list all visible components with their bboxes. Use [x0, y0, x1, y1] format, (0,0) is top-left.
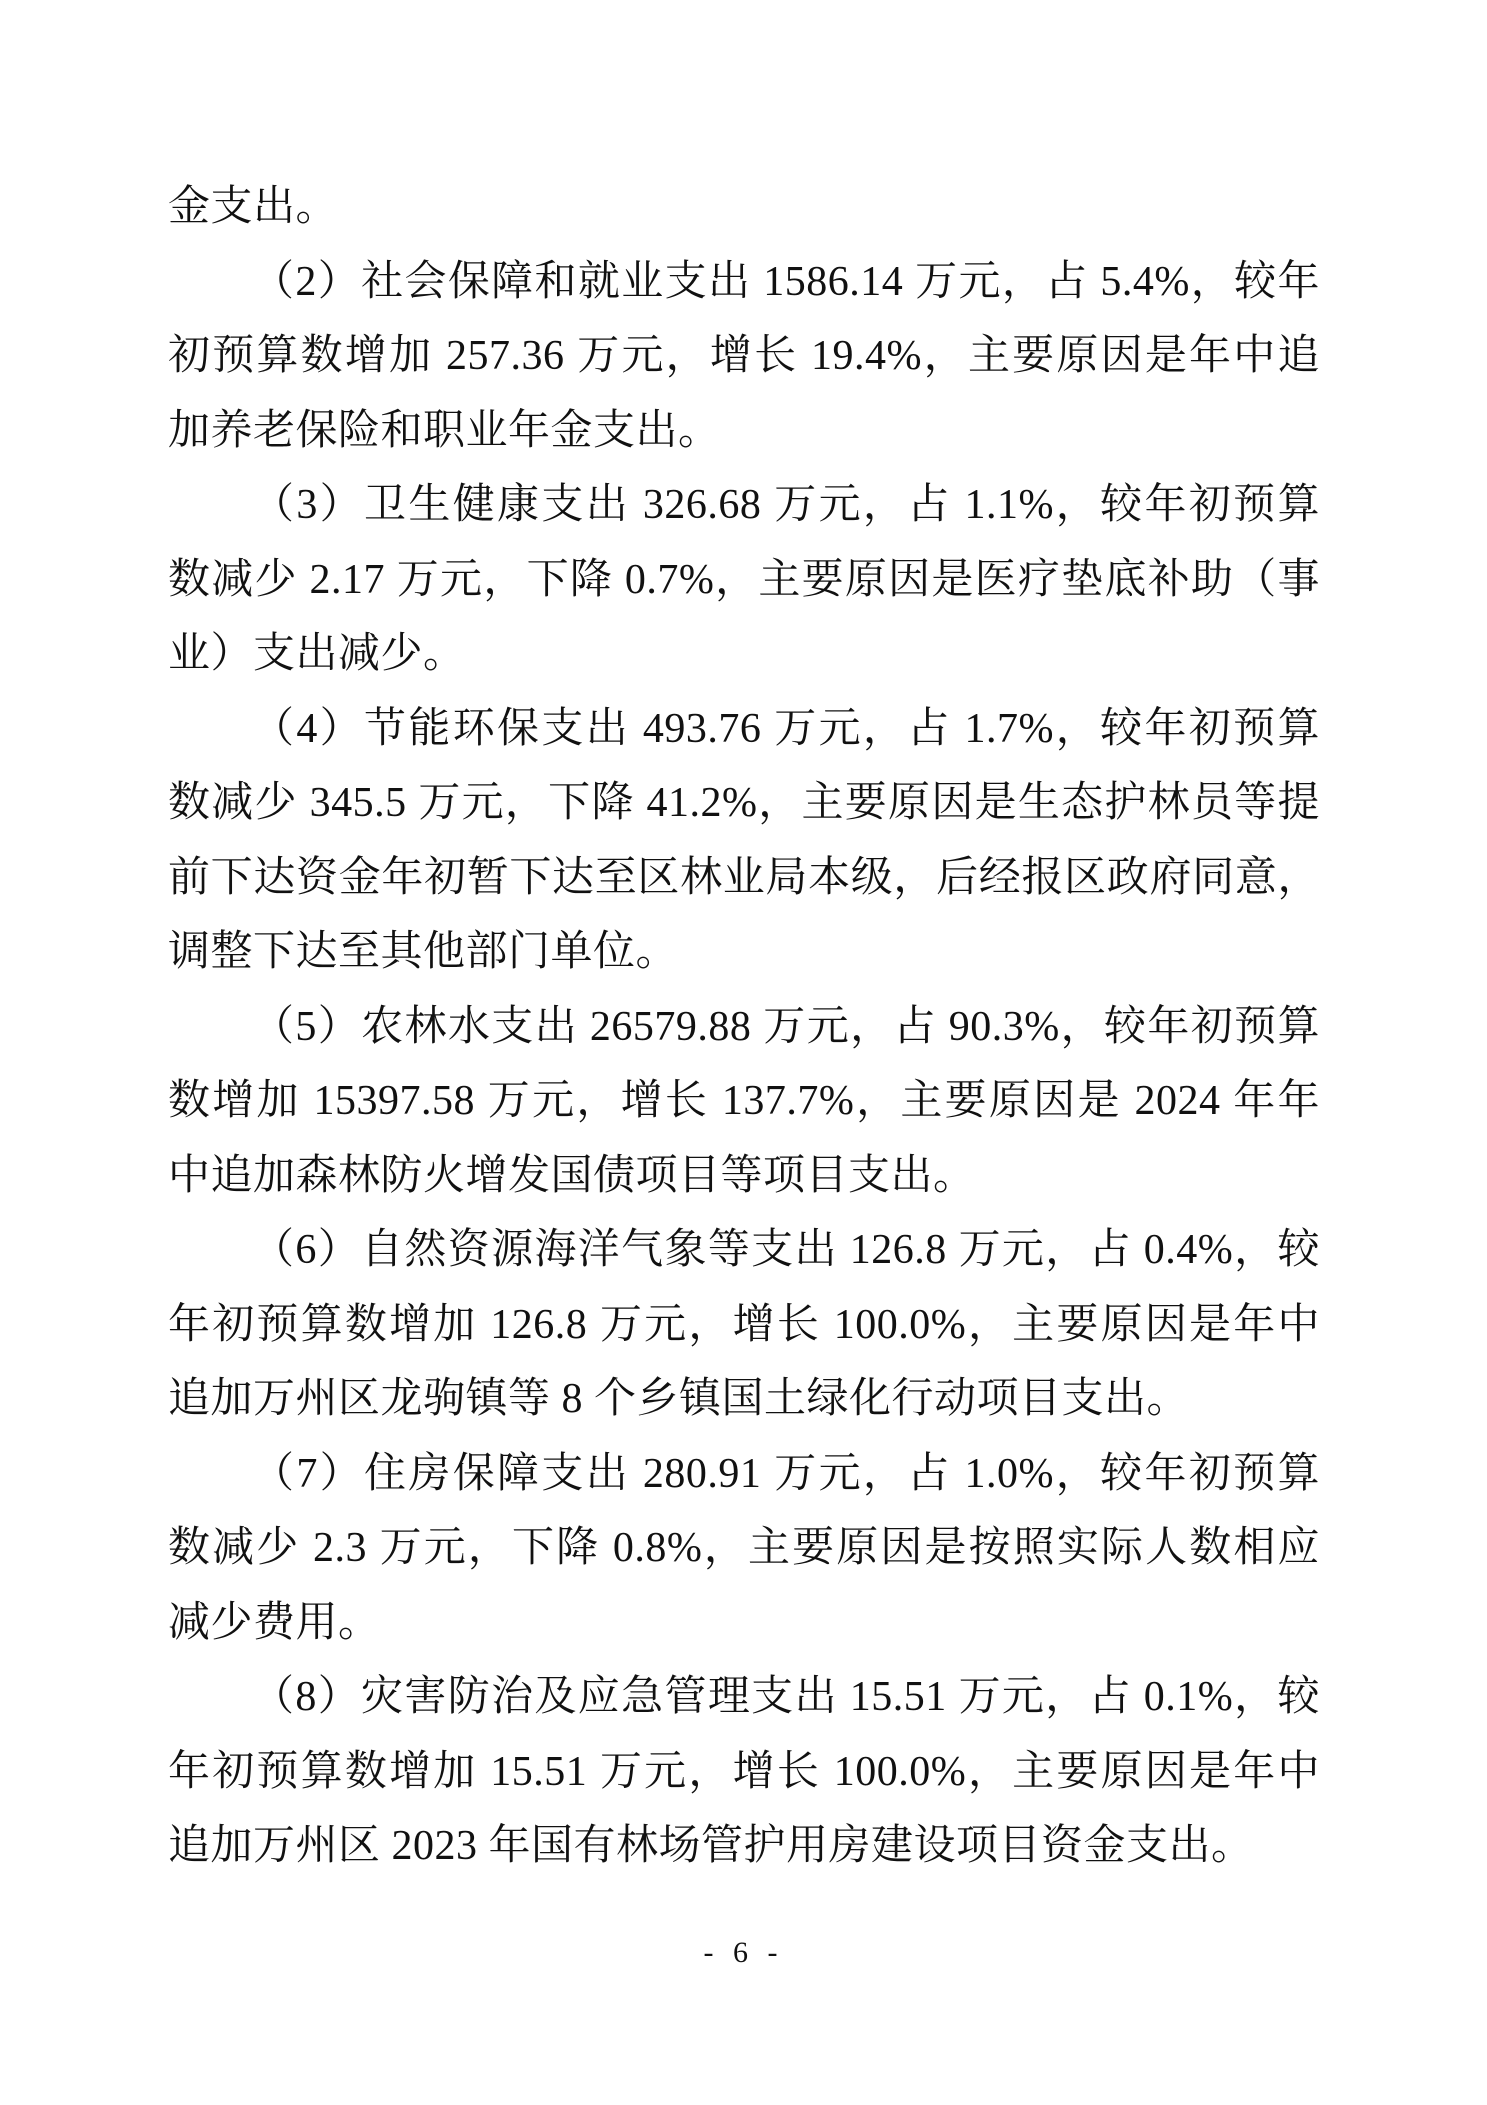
paragraph-item-5: （5）农林水支出 26579.88 万元，占 90.3%，较年初预算数增加 15397.58 万元，增长 137.7%，主要原因是 2024 年年中追加森林防火增发国债项目等项目支出。: [168, 1003, 1320, 1199]
paragraph-item-3: （3）卫生健康支出 326.68 万元，占 1.1%，较年初预算数减少 2.17 万元，下降 0.7%，主要原因是医疗垫底补助（事业）支出减少。: [168, 482, 1320, 677]
paragraph-continuation: 金支出。: [168, 184, 339, 230]
paragraph-item-4: （4）节能环保支出 493.76 万元，占 1.7%，较年初预算数减少 345.5 万元，下降 41.2%，主要原因是生态护林员等提前下达资金年初暂下达至区林业局本级，后经报区政府同意，调整下达至其他部门单位。: [168, 705, 1320, 975]
document-content: [168, 170, 1320, 1884]
paragraph-item-7: （7）住房保障支出 280.91 万元，占 1.0%，较年初预算数减少 2.3 万元，下降 0.8%，主要原因是按照实际人数相应减少费用。: [168, 1450, 1320, 1646]
page-number: - 6 -: [703, 1936, 784, 1969]
paragraph-item-8: （8）灾害防治及应急管理支出 15.51 万元，占 0.1%，较年初预算数增加 15.51 万元，增长 100.0%，主要原因是年中追加万州区 2023 年国有林场管护用房建设项目资金支出。: [168, 1674, 1320, 1869]
paragraph-item-2: （2）社会保障和就业支出 1586.14 万元，占 5.4%，较年初预算数增加 257.36 万元，增长 19.4%，主要原因是年中追加养老保险和职业年金支出。: [168, 258, 1320, 454]
paragraph-item-6: （6）自然资源海洋气象等支出 126.8 万元，占 0.4%，较年初预算数增加 126.8 万元，增长 100.0%，主要原因是年中追加万州区龙驹镇等 8 个乡镇国土绿化行动项目支出。: [168, 1227, 1320, 1422]
